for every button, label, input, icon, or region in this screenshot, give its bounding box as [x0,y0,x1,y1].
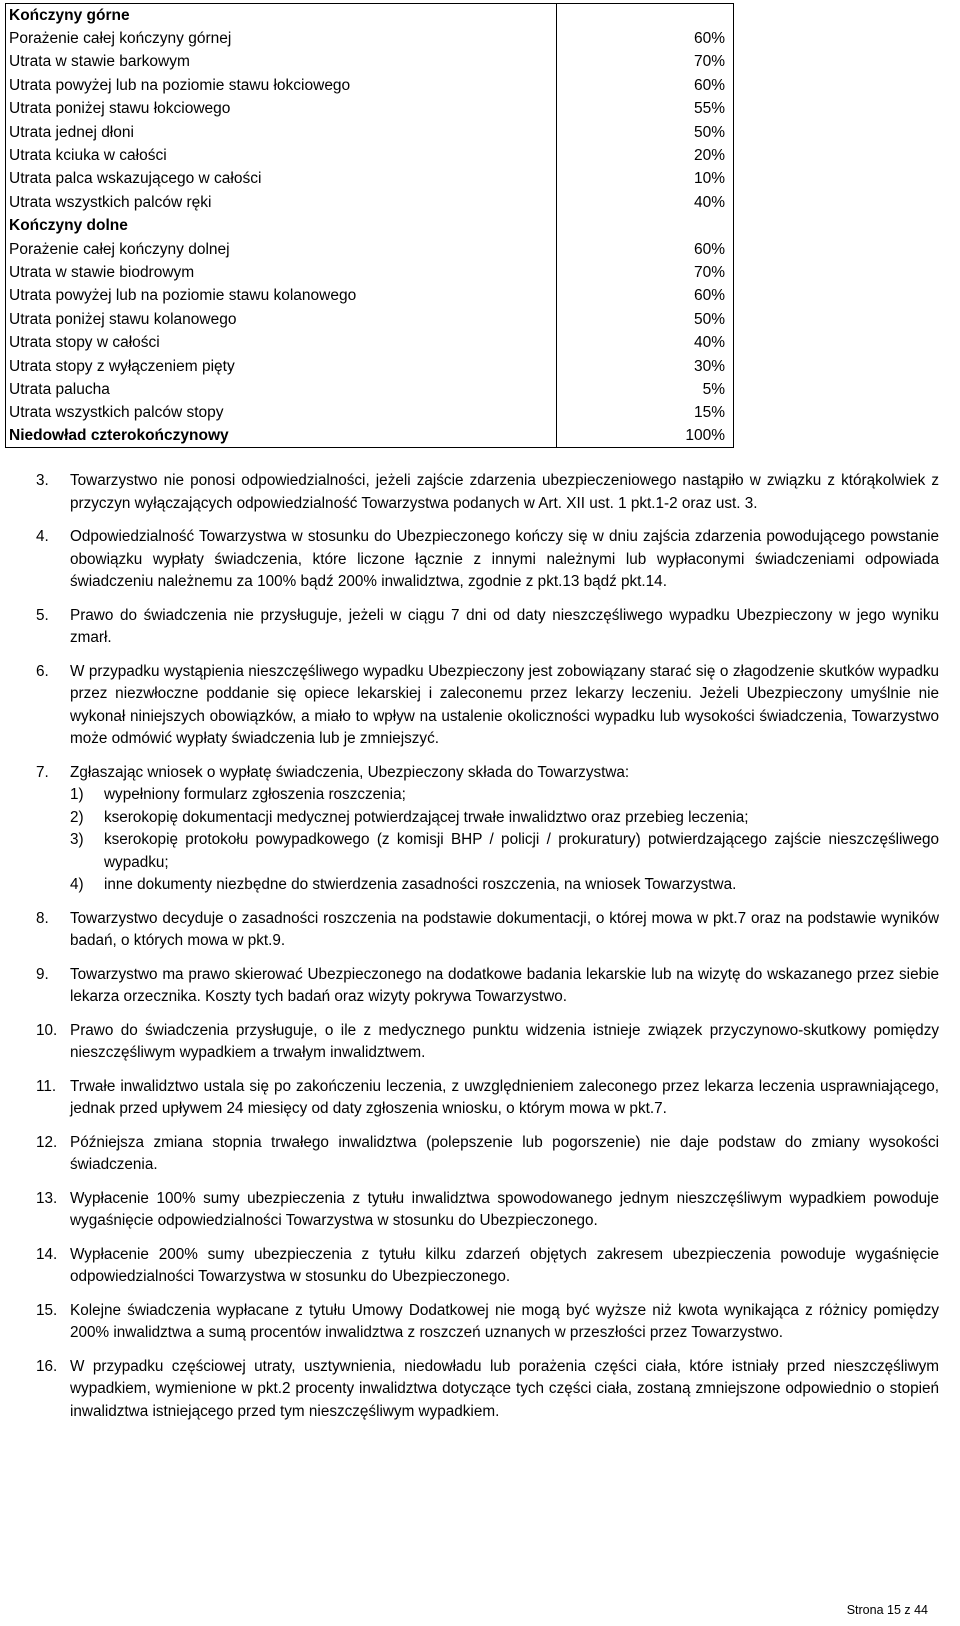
item-text: Wypłacenie 100% sumy ubezpieczenia z tytułu inwalidztwa spowodowanego jednym nieszczęśliwym wypadkiem powoduje wygaśnięcie odpowiedzialności Towarzystwa w stosunku do Ubezpieczonego. [70,1189,939,1229]
item-number: 12. [36,1133,58,1151]
item-number: 3. [36,472,49,489]
table-row [6,308,734,331]
list-item [36,661,939,751]
table-row [6,378,734,401]
row-percentage: 70% [557,50,734,73]
row-label: Porażenie całej kończyny górnej [6,27,557,50]
item-number: 9. [36,965,49,983]
row-label: Utrata w stawie barkowym [6,50,557,73]
item-text: Późniejsza zmiana stopnia trwałego inwalidztwa (polepszenie lub pogorszenie) nie daje podstaw do zmiany wysokości świadczenia. [70,1133,939,1173]
table-section-row [6,425,734,448]
row-percentage: 60% [557,74,734,97]
row-label: Utrata powyżej lub na poziomie stawu łokciowego [6,74,557,97]
item-text: Prawo do świadczenia nie przysługuje, jeżeli w ciągu 7 dni od daty nieszczęśliwego wypadku Ubezpieczony w jego wyniku zmarł. [70,606,939,646]
item-number: 13. [36,1189,58,1207]
list-item [36,762,939,897]
sub-item-text: wypełniony formularz zgłoszenia roszczenia; [104,786,406,803]
list-item [36,1132,939,1177]
row-percentage: 40% [557,191,734,214]
item-text: Towarzystwo decyduje o zasadności roszczenia na podstawie dokumentacji, o której mowa w pkt.7 oraz na podstawie wyników badań, o których mowa w pkt.9. [70,909,939,949]
row-label: Utrata wszystkich palców ręki [6,191,557,214]
item-text: Odpowiedzialność Towarzystwa w stosunku do Ubezpieczonego kończy się w dniu zajścia zdarzenia powodującego powstanie obowiązku wypłaty świadczenia, które liczone łącznie z innymi należnymi lub wypłaconymi świadczeniami odpowiada świadczeniu należnemu za 100% bądź 200% inwalidztwa, zgodnie z pkt.13 bądź pkt.14. [70,528,939,590]
row-label: Utrata jednej dłoni [6,120,557,143]
row-percentage [557,4,734,27]
table-row [6,167,734,190]
row-percentage: 55% [557,97,734,120]
table-row [6,331,734,354]
item-text: Towarzystwo ma prawo skierować Ubezpieczonego na dodatkowe badania lekarskie lub na wizytę do wskazanego przez siebie lekarza orzecznika. Koszty tych badań oraz wizyty pokrywa Towarzystwo. [70,965,939,1005]
table-row [6,27,734,50]
table-row [6,401,734,424]
item-text: Kolejne świadczenia wypłacane z tytułu Umowy Dodatkowej nie mogą być wyższe niż kwota wynikająca z różnicy pomiędzy 200% inwalidztwa a sumą procentów inwalidztwa z roszczeń uznanych w przeszłości przez Towarzystwo. [70,1301,939,1341]
list-item [36,1076,939,1121]
table-row [6,191,734,214]
table-row [6,284,734,307]
item-number: 8. [36,909,49,927]
row-percentage: 30% [557,354,734,377]
list-item [36,964,939,1009]
item-text: W przypadku wystąpienia nieszczęśliwego wypadku Ubezpieczony jest zobowiązany starać się o złagodzenie skutków wypadku przez niezwłoczne poddanie się opiece lekarskiej i zaleconemu przez lekarzy leczeniu. Jeżeli Ubezpieczony umyślnie nie wykonał niniejszych obowiązków, a miało to wpływ na ustalenie okoliczności wypadku lub wysokości świadczenia, Towarzystwo może odmówić wypłaty świadczenia lub je zmniejszyć. [70,662,939,747]
row-label: Utrata stopy z wyłączeniem pięty [6,354,557,377]
item-text: W przypadku częściowej utraty, usztywnienia, niedowładu lub porażenia części ciała, które istniały przed nieszczęśliwym wypadkiem, wymienione w pkt.2 procenty inwalidztwa dotyczące tych części ciała, zostaną zmniejszone odpowiednio o stopień inwalidztwa istniejącego przed tym nieszczęśliwym wypadkiem. [70,1357,939,1420]
item-number: 5. [36,606,49,624]
table-row [6,144,734,167]
sub-item-number: 4) [70,876,84,893]
row-percentage: 15% [557,401,734,424]
sub-list-item [70,874,939,897]
row-label: Utrata palca wskazującego w całości [6,167,557,190]
page-number: Strona 15 z 44 [846,1603,928,1617]
list-item [36,908,939,953]
row-percentage: 70% [557,261,734,284]
sub-item-number: 1) [70,786,84,803]
table-section-row [6,214,734,237]
list-item [36,605,939,650]
sub-list-item [70,807,939,830]
table-row [6,97,734,120]
row-percentage: 40% [557,331,734,354]
table-section-row [6,4,734,27]
row-percentage: 10% [557,167,734,190]
item-text: Zgłaszając wniosek o wypłatę świadczenia, Ubezpieczony składa do Towarzystwa: [70,763,630,781]
item-number: 7. [36,763,49,781]
sub-list [70,784,939,897]
table-row [6,354,734,377]
list-item [36,470,939,515]
table-row [6,261,734,284]
sub-item-text: kserokopię dokumentacji medycznej potwierdzającej trwałe inwalidztwo oraz przebieg leczenia; [104,808,749,826]
list-item [36,1020,939,1065]
sub-list-item [70,829,939,874]
row-percentage: 50% [557,120,734,143]
item-number: 4. [36,528,49,545]
list-item [36,526,939,594]
row-percentage: 60% [557,237,734,260]
item-number: 15. [36,1301,58,1319]
row-percentage [557,214,734,237]
row-label: Kończyny dolne [6,214,557,237]
list-item [36,1188,939,1233]
item-number: 6. [36,662,49,680]
row-percentage: 60% [557,284,734,307]
row-label: Niedowład czterokończynowy [6,425,557,448]
row-label: Kończyny górne [6,4,557,27]
row-percentage: 60% [557,27,734,50]
item-number: 11. [36,1077,57,1095]
row-percentage: 20% [557,144,734,167]
row-label: Utrata wszystkich palców stopy [6,401,557,424]
row-label: Utrata palucha [6,378,557,401]
row-label: Utrata poniżej stawu kolanowego [6,308,557,331]
row-percentage: 100% [557,425,734,448]
table-row [6,74,734,97]
row-label: Utrata kciuka w całości [6,144,557,167]
sub-item-text: inne dokumenty niezbędne do stwierdzenia zasadności roszczenia, na wniosek Towarzystwa. [104,876,737,893]
list-item [36,1356,939,1424]
sub-list-item [70,784,939,807]
sub-item-text: kserokopię protokołu powypadkowego (z komisji BHP / policji / prokuratury) potwierdzającego zajście nieszczęśliwego wypadku; [104,831,939,871]
item-text: Trwałe inwalidztwo ustala się po zakończeniu leczenia, z uwzględnieniem zaleconego przez lekarza leczenia usprawniającego, jednak przed upływem 24 miesięcy od daty zgłoszenia wniosku, o którym mowa w pkt.7. [70,1077,939,1117]
table-row [6,50,734,73]
row-label: Utrata poniżej stawu łokciowego [6,97,557,120]
row-percentage: 5% [557,378,734,401]
table-row [6,120,734,143]
list-item [36,1300,939,1345]
disability-percentage-table [5,3,734,448]
row-label: Utrata stopy w całości [6,331,557,354]
list-item [36,1244,939,1289]
row-label: Utrata w stawie biodrowym [6,261,557,284]
item-text: Towarzystwo nie ponosi odpowiedzialności, jeżeli zajście zdarzenia ubezpieczeniowego nastąpiło w związku z którąkolwiek z przyczyn wyłączających odpowiedzialność Towarzystwa podanych w Art. XII ust. 1 pkt.1-2 oraz ust. 3. [70,472,939,512]
row-percentage: 50% [557,308,734,331]
row-label: Utrata powyżej lub na poziomie stawu kolanowego [6,284,557,307]
item-number: 16. [36,1357,58,1375]
sub-item-number: 3) [70,831,84,848]
table-row [6,237,734,260]
sub-item-number: 2) [70,808,84,826]
item-text: Prawo do świadczenia przysługuje, o ile z medycznego punktu widzenia istnieje związek przyczynowo-skutkowy pomiędzy nieszczęśliwym wypadkiem a trwałym inwalidztwem. [70,1021,939,1061]
item-number: 10. [36,1021,58,1039]
conditions-list [36,470,939,1434]
item-number: 14. [36,1245,58,1263]
row-label: Porażenie całej kończyny dolnej [6,237,557,260]
item-text: Wypłacenie 200% sumy ubezpieczenia z tytułu kilku zdarzeń objętych zakresem ubezpieczenia powoduje wygaśnięcie odpowiedzialności Towarzystwa w stosunku do Ubezpieczonego. [70,1245,939,1285]
